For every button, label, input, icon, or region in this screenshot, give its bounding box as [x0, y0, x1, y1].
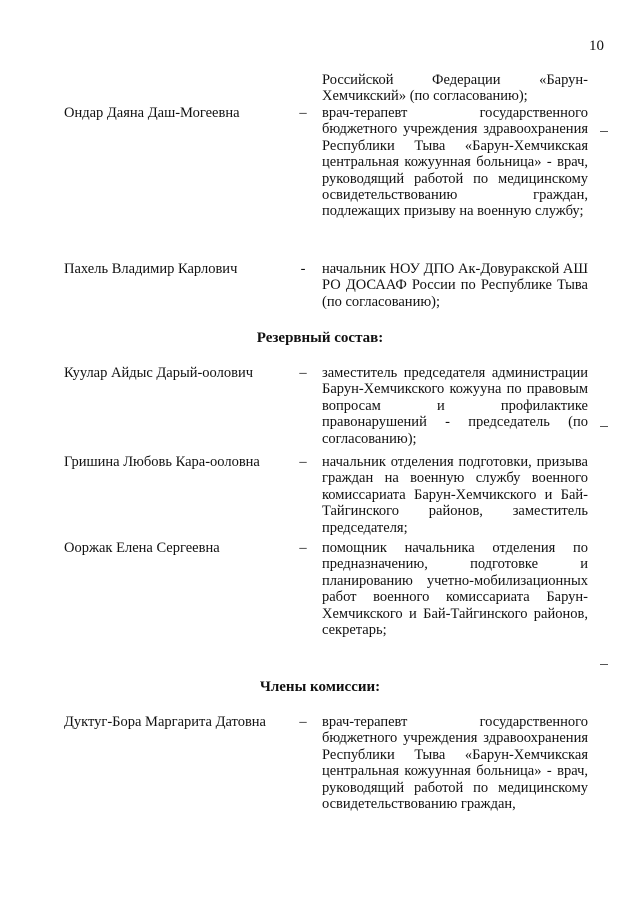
continuation-text: Российской Федерации «Барун-Хемчикский» (по согласованию); — [322, 72, 588, 105]
member-position: начальник НОУ ДПО Ак-Довуракской АШ РО ДОСААФ России по Республике Тыва (по согласованию); — [322, 261, 588, 310]
scan-mark — [600, 664, 608, 665]
dash-separator: – — [299, 714, 307, 730]
member-position: заместитель председателя администрации Барун-Хемчикского кожууна по правовым вопросам и профилактике правонарушений - председатель (по согласованию); — [322, 365, 588, 447]
scan-mark — [600, 426, 608, 427]
dash-separator: – — [299, 454, 307, 470]
scan-mark — [600, 131, 608, 132]
member-name: Гришина Любовь Кара-ооловна — [64, 454, 260, 470]
page-number: 10 — [589, 38, 604, 54]
reserve-heading: Резервный состав: — [256, 330, 384, 346]
member-position: начальник отделения подготовки, призыва граждан на военную службу военного комиссариата Барун-Хемчикского и Бай-Тайгинского районов, заместитель председателя; — [322, 454, 588, 536]
member-name: Куулар Айдыс Дарый-оолович — [64, 365, 254, 381]
member-name: Ооржак Елена Сергеевна — [64, 540, 220, 556]
members-heading: Члены комиссии: — [259, 679, 381, 695]
member-name: Пахель Владимир Карлович — [64, 261, 238, 277]
member-position: врач-терапевт государственного бюджетного учреждения здравоохранения Республики Тыва «Барун-Хемчикская центральная кожуунная больница» - врач, руководящий работой по медицинскому освидетельствованию граждан, подлежащих призыву на военную службу; — [322, 105, 588, 220]
dash-separator: – — [299, 365, 307, 381]
member-position: врач-терапевт государственного бюджетного учреждения здравоохранения Республики Тыва «Барун-Хемчикская центральная кожуунная больница» - врач, руководящий работой по медицинскому освидетельствованию граждан, — [322, 714, 588, 813]
dash-separator: – — [299, 540, 307, 556]
member-name: Ондар Даяна Даш-Могеевна — [64, 105, 240, 121]
member-position: помощник начальника отделения по предназначению, подготовке и планированию учетно-мобилизационных работ военного комиссариата Барун-Хемчикского и Бай-Тайгинского районов, секретарь; — [322, 540, 588, 639]
dash-separator: - — [300, 261, 306, 277]
member-name: Дуктуг-Бора Маргарита Датовна — [64, 714, 266, 730]
dash-separator: – — [299, 105, 307, 121]
